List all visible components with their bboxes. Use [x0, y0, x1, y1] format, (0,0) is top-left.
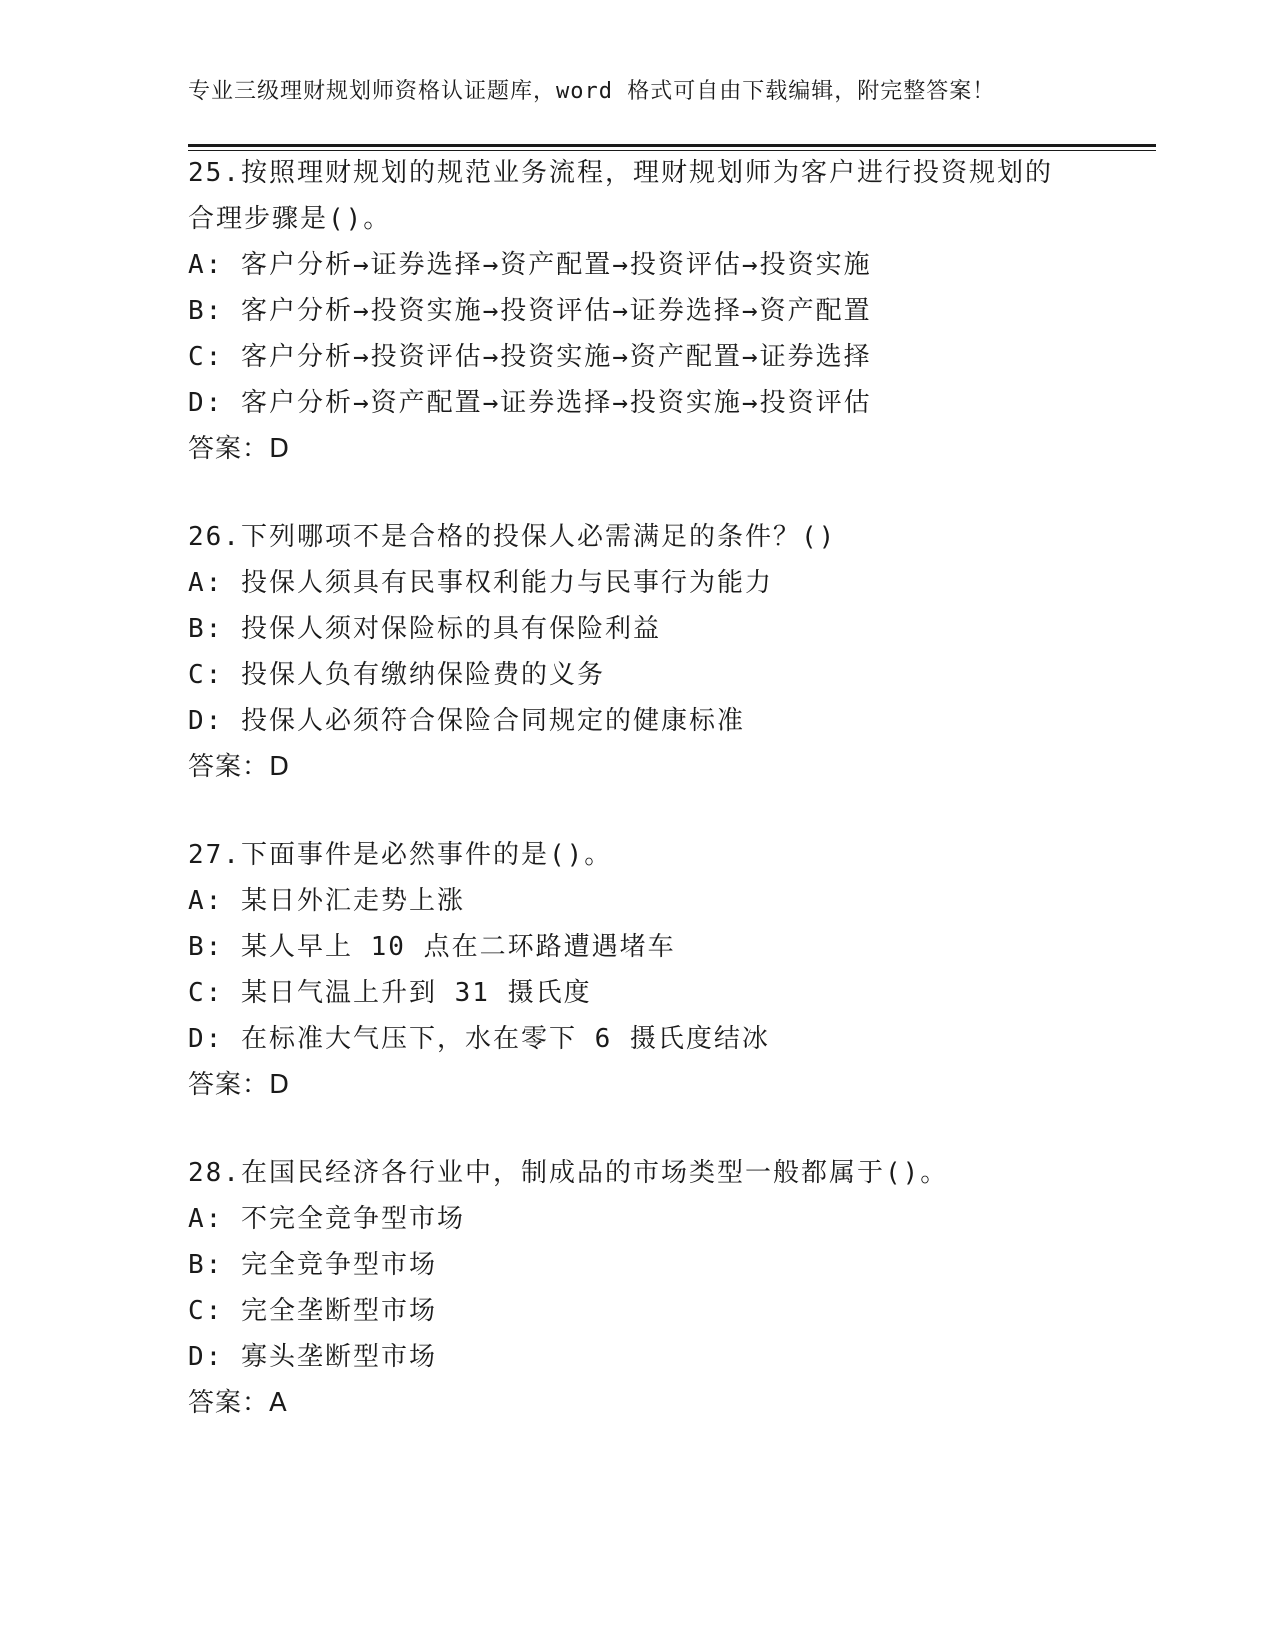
- question-26: [188, 514, 836, 790]
- question-28: [188, 1150, 948, 1426]
- question-25: [188, 150, 1053, 472]
- question-stem: 25.按照理财规划的规范业务流程，理财规划师为客户进行投资规划的: [188, 158, 1053, 188]
- option-c: C: 客户分析→投资评估→投资实施→资产配置→证券选择: [188, 342, 872, 372]
- answer: 答案：D: [188, 752, 291, 782]
- option-d: D: 寡头垄断型市场: [188, 1342, 437, 1372]
- question-stem: 27.下面事件是必然事件的是()。: [188, 840, 613, 870]
- header-rule-thick: [188, 144, 1156, 147]
- answer: 答案：A: [188, 1388, 288, 1418]
- answer: 答案：D: [188, 1070, 291, 1100]
- option-b: B: 某人早上 10 点在二环路遭遇堵车: [188, 932, 676, 962]
- option-d: D: 客户分析→资产配置→证券选择→投资实施→投资评估: [188, 388, 872, 418]
- option-c: C: 投保人负有缴纳保险费的义务: [188, 660, 605, 690]
- option-b: B: 客户分析→投资实施→投资评估→证券选择→资产配置: [188, 296, 872, 326]
- option-c: C: 某日气温上升到 31 摄氏度: [188, 978, 592, 1008]
- answer: 答案：D: [188, 434, 291, 464]
- question-stem: 26.下列哪项不是合格的投保人必需满足的条件？(): [188, 522, 837, 552]
- question-stem: 28.在国民经济各行业中，制成品的市场类型一般都属于()。: [188, 1158, 949, 1188]
- option-b: B: 完全竞争型市场: [188, 1250, 437, 1280]
- option-d: D: 在标准大气压下，水在零下 6 摄氏度结冰: [188, 1024, 770, 1054]
- option-b: B: 投保人须对保险标的具有保险利益: [188, 614, 661, 644]
- option-a: A: 投保人须具有民事权利能力与民事行为能力: [188, 568, 773, 598]
- option-a: A: 某日外汇走势上涨: [188, 886, 465, 916]
- page-header: 专业三级理财规划师资格认证题库，word 格式可自由下载编辑，附完整答案！: [188, 79, 996, 104]
- question-stem: 合理步骤是()。: [188, 204, 392, 234]
- option-c: C: 完全垄断型市场: [188, 1296, 437, 1326]
- option-a: A: 客户分析→证券选择→资产配置→投资评估→投资实施: [188, 250, 872, 280]
- option-a: A: 不完全竞争型市场: [188, 1204, 465, 1234]
- question-27: [188, 832, 770, 1108]
- option-d: D: 投保人必须符合保险合同规定的健康标准: [188, 706, 745, 736]
